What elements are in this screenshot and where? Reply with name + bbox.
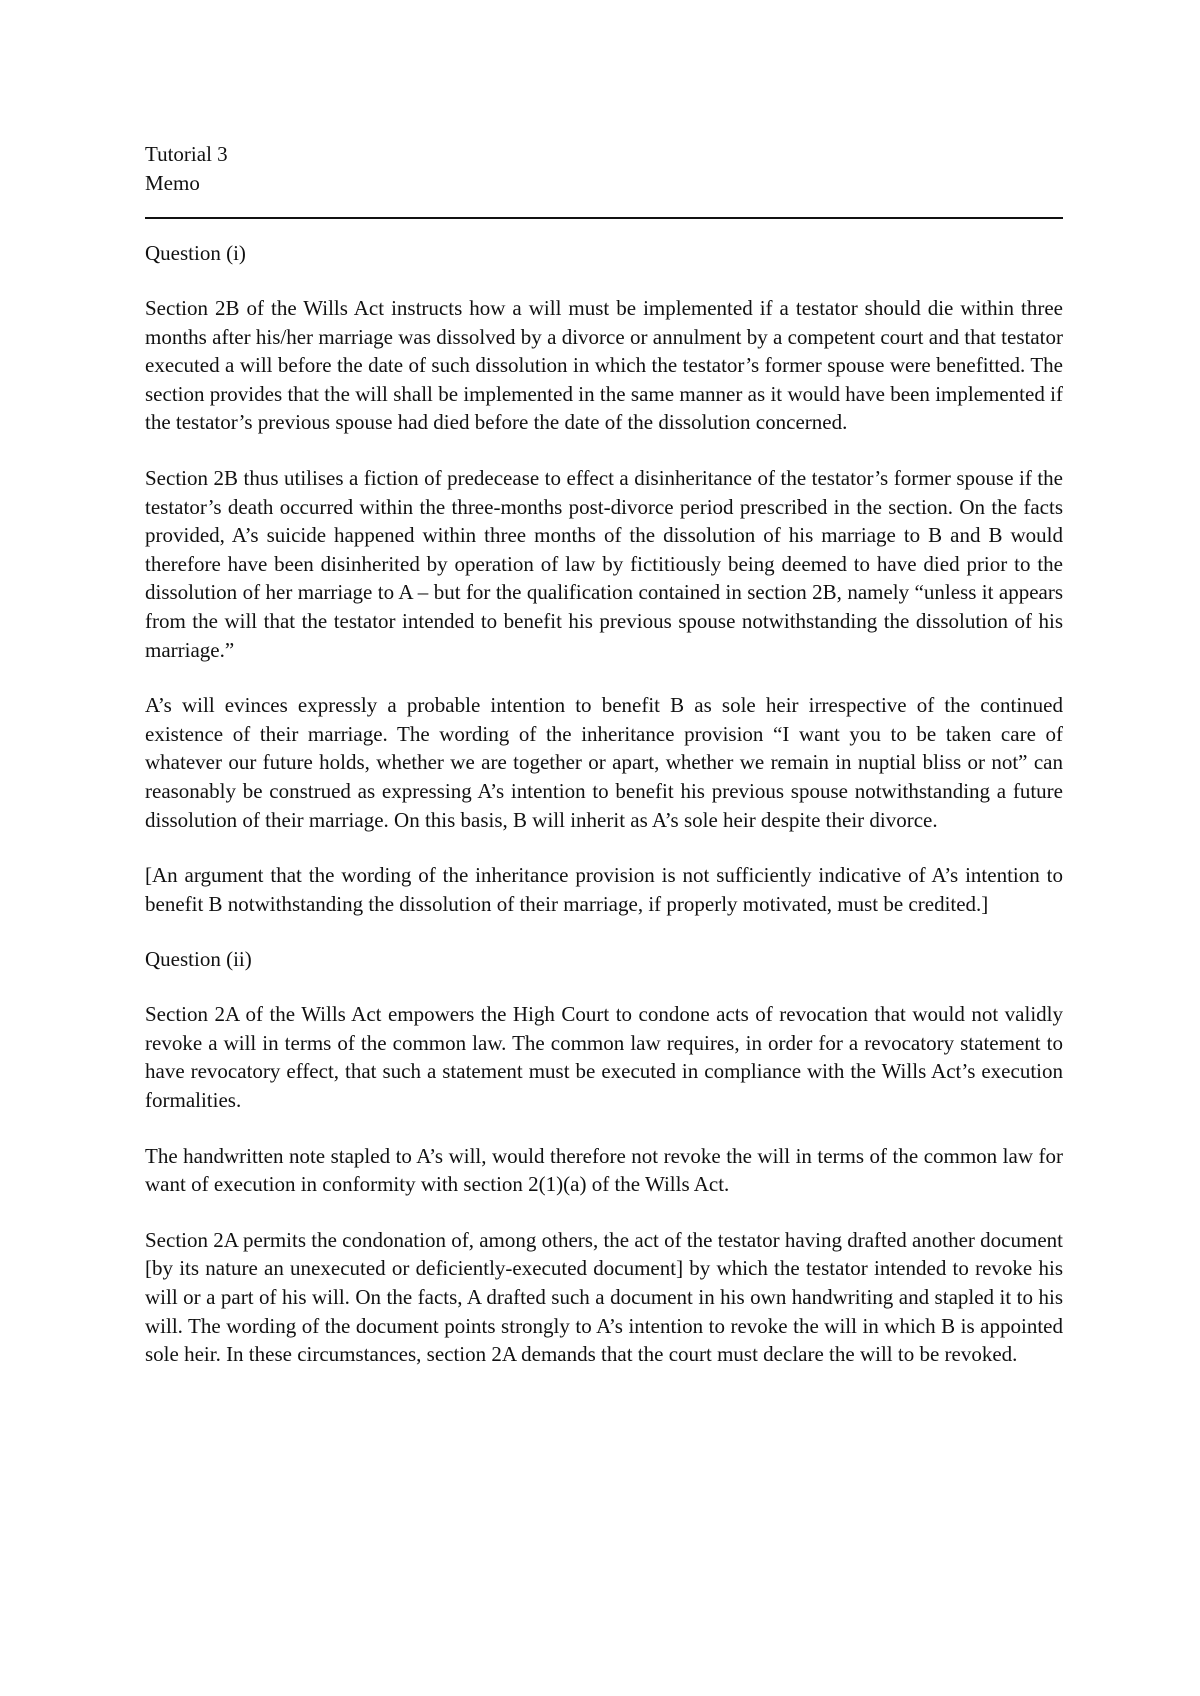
header-divider	[145, 217, 1063, 219]
question-2-heading: Question (ii)	[145, 947, 252, 972]
question-1-paragraph-2: Section 2B thus utilises a fiction of predecease to effect a disinheritance of the testator’s former spouse if the testator’s death occurred within the three-months post-divorce period prescribed in the section. On the facts provided, A’s suicide happened within three months of the dissolution of his marriage to B and B would therefore have been disinherited by operation of law by fictitiously being deemed to have died prior to the dissolution of her marriage to A – but for the qualification contained in section 2B, namely “unless it appears from the will that the testator intended to benefit his previous spouse notwithstanding the dissolution of his marriage.”	[145, 465, 1063, 662]
document-title: Tutorial 3	[145, 142, 228, 166]
question-2-paragraph-2: The handwritten note stapled to A’s will, would therefore not revoke the will in terms of the common law for want of execution in conformity with section 2(1)(a) of the Wills Act.	[145, 1143, 1063, 1197]
question-2-paragraph-1: Section 2A of the Wills Act empowers the High Court to condone acts of revocation that would not validly revoke a will in terms of the common law. The common law requires, in order for a revocatory statement to have revocatory effect, that such a statement must be executed in compliance with the Wills Act’s execution formalities.	[145, 1002, 1063, 1113]
question-1-paragraph-4: [An argument that the wording of the inheritance provision is not sufficiently indicative of A’s intention to benefit B notwithstanding the dissolution of their marriage, if properly motivated, must be credited.]	[145, 863, 1063, 916]
question-2-paragraph-3: Section 2A permits the condonation of, among others, the act of the testator having drafted another document [by its nature an unexecuted or deficiently-executed document] by which the testator intended to revoke his will or a part of his will. On the facts, A drafted such a document in his own handwriting and stapled it to his will. The wording of the document points strongly to A’s intention to revoke the will in which B is appointed sole heir. In these circumstances, section 2A demands that the court must declare the will to be revoked.	[145, 1227, 1063, 1367]
document-page	[145, 140, 1063, 1396]
question-1-paragraph-1: Section 2B of the Wills Act instructs how a will must be implemented if a testator should die within three months after his/her marriage was dissolved by a divorce or annulment by a competent court and that testator executed a will before the date of such dissolution in which the testator’s former spouse were benefitted. The section provides that the will shall be implemented in the same manner as it would have been implemented if the testator’s previous spouse had died before the date of the dissolution concerned.	[145, 296, 1063, 435]
question-1-paragraph-3: A’s will evinces expressly a probable intention to benefit B as sole heir irrespective of the continued existence of their marriage. The wording of the inheritance provision “I want you to be taken care of whatever our future holds, whether we are together or apart, whether we remain in nuptial bliss or not” can reasonably be construed as expressing A’s intention to benefit his previous spouse notwithstanding a future dissolution of their marriage. On this basis, B will inherit as A’s sole heir despite their divorce.	[145, 693, 1063, 832]
document-subtitle: Memo	[145, 171, 200, 195]
question-1-heading: Question (i)	[145, 241, 246, 265]
